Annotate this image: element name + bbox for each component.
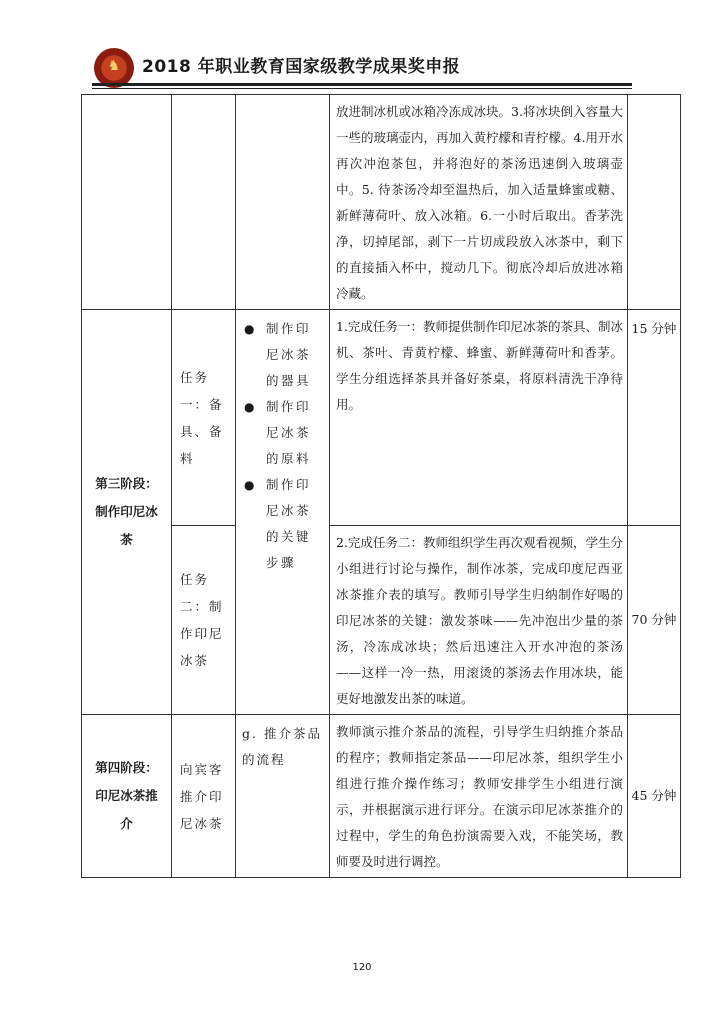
task-label: 任务一：备具、备料 [172, 310, 236, 526]
key-points-cell: g. 推介茶品的流程 [236, 715, 330, 878]
content-cell: 2.完成任务二：教师组织学生再次观看视频，学生分小组进行讨论与操作，制作冰茶，完成印度尼西亚冰茶推介表的填写。教师引导学生归纳制作好喝的印尼冰茶的关键：激发茶味——先冲泡出少量的茶汤，冷冻成冰块；然后迅速注入开水冲泡的茶汤——这样一冷一热，用滚烫的茶汤去作用冰块，能更好地激发出茶的味道。 [330, 526, 628, 715]
content-cell: 教师演示推介茶品的流程，引导学生归纳推介茶品的程序；教师指定茶品——印尼冰茶，组织学生小组进行推介操作练习；教师安排学生小组进行演示，并根据演示进行评分。在演示印尼冰茶推介的过程中，学生的角色扮演需要入戏，不能笑场，教师要及时进行调控。 [330, 715, 628, 878]
teaching-plan-table [81, 94, 681, 878]
time-cell-empty [628, 95, 681, 310]
task-label: 向宾客推介印尼冰茶 [172, 715, 236, 878]
task-label: 任务二：制作印尼冰茶 [172, 526, 236, 715]
table-row-stage3-task1 [82, 310, 681, 526]
table-row-stage4 [82, 715, 681, 878]
page-number: 120 [352, 962, 372, 973]
key-points-cell [236, 310, 330, 715]
time-cell: 15 分钟 [628, 310, 681, 526]
bullet-icon: ● [244, 322, 257, 336]
stage-cell-empty [82, 95, 172, 310]
bullet-icon: ● [244, 478, 257, 492]
table-row-continuation [82, 95, 681, 310]
stage-label: 第三阶段：制作印尼冰茶 [82, 310, 172, 715]
task-cell-empty [172, 95, 236, 310]
key-points-list [240, 316, 325, 576]
stage-label: 第四阶段：印尼冰茶推介 [82, 715, 172, 878]
list-item: ● 制作印尼冰茶的器具 [240, 316, 325, 394]
document-title: 2018 年职业教育国家级教学成果奖申报 [142, 57, 461, 77]
time-cell: 70 分钟 [628, 526, 681, 715]
list-item: ● 制作印尼冰茶的原料 [240, 394, 325, 472]
header-rule-thick [92, 83, 632, 86]
points-cell-empty [236, 95, 330, 310]
content-cell: 放进制冰机或冰箱冷冻成冰块。3.将冰块倒入容量大一些的玻璃壶内，再加入黄柠檬和青柠檬。4.用开水再次冲泡茶包，并将泡好的茶汤迅速倒入玻璃壶中。5. 待茶汤冷却至温热后，加入适量蜂蜜或糖、新鲜薄荷叶、放入冰箱。6.一小时后取出。香茅洗净，切掉尾部，剥下一片切成段放入冰茶中，剩下的直接插入杯中，搅动几下。彻底冷却后放进冰箱冷藏。 [330, 95, 628, 310]
table-row-stage3-task2 [82, 526, 681, 715]
bullet-icon: ● [244, 400, 257, 414]
list-item: ● 制作印尼冰茶的关键步骤 [240, 472, 325, 576]
header-rule-thin [92, 88, 632, 89]
school-seal-icon: ♞ [94, 48, 134, 88]
time-cell: 45 分钟 [628, 715, 681, 878]
content-cell: 1.完成任务一：教师提供制作印尼冰茶的茶具、制冰机、茶叶、青黄柠檬、蜂蜜、新鲜薄荷叶和香茅。学生分组选择茶具并备好茶桌，将原料清洗干净待用。 [330, 310, 628, 526]
